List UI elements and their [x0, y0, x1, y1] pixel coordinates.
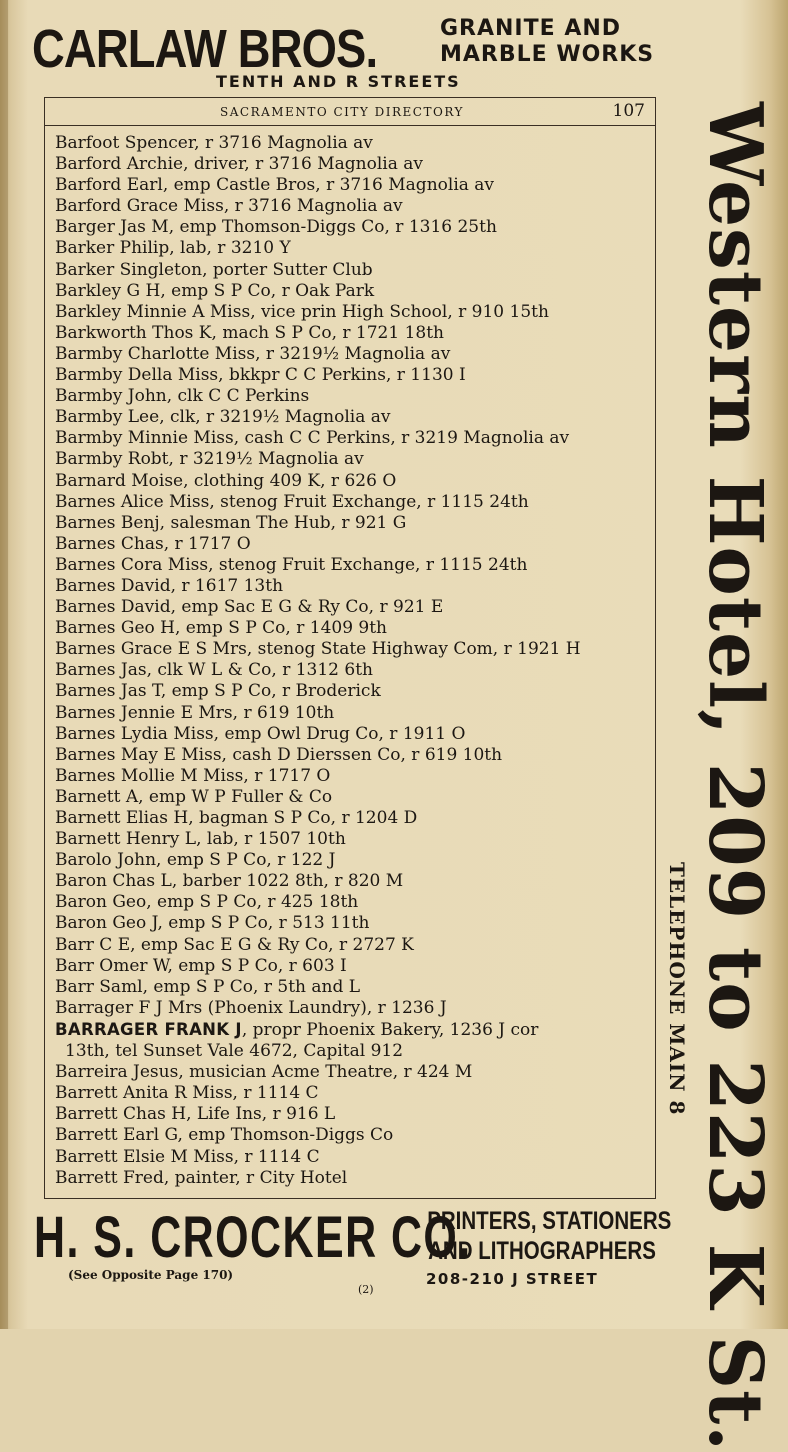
bottom-ad-tagline-line: AND LITHOGRAPHERS [428, 1237, 656, 1265]
directory-entry [55, 913, 651, 934]
entry-detail: , stenog State Highway Com, r 1921 H [246, 639, 581, 660]
entry-name: Barford Grace Miss [55, 196, 224, 217]
entry-name: Barreira Jesus [55, 1062, 179, 1083]
entry-name: Barrett Anita R Miss [55, 1083, 233, 1104]
directory-entry [55, 1041, 651, 1062]
entry-detail: , emp Thomson-Diggs Co [177, 1125, 394, 1146]
entry-name: Baron Geo J [55, 913, 158, 934]
entry-name: Barmby Lee [55, 407, 160, 428]
entry-detail: , r 619 10th [232, 702, 335, 723]
directory-entry [55, 998, 651, 1019]
directory-entry [55, 1168, 651, 1189]
entry-name: Barnett Henry L [55, 829, 197, 850]
entry-detail: , clk C C Perkins [166, 386, 310, 407]
entry-detail: , salesman The Hub, r 921 G [159, 512, 407, 533]
entry-name: Baron Geo [55, 892, 147, 913]
top-ad-tagline [440, 16, 680, 68]
entry-name: Barnes Jas T [55, 681, 161, 702]
right-advertisement [662, 100, 782, 1452]
directory-entry [55, 808, 651, 829]
directory-entry [55, 766, 651, 787]
entry-name: Barkworth Thos K [55, 322, 212, 343]
entry-detail: (Phoenix Laundry), r 1236 J [202, 997, 447, 1018]
entry-detail: , r 1114 C [232, 1083, 319, 1104]
entry-detail: , propr Phoenix Bakery, 1236 J cor [241, 1019, 539, 1040]
directory-entry [55, 344, 651, 365]
entry-name: Baron Chas L [55, 871, 172, 892]
directory-title: SACRAMENTO CITY DIRECTORY [220, 105, 464, 119]
directory-entry [55, 217, 651, 238]
directory-entry [55, 428, 651, 449]
directory-entry [55, 850, 651, 871]
entry-name: Barford Archie [55, 154, 184, 175]
directory-entry [55, 1062, 651, 1083]
entry-detail: , bagman S P Co, r 1204 D [188, 808, 418, 828]
entry-name: Barnes Lydia Miss [55, 723, 214, 744]
directory-entry [55, 492, 651, 513]
entry-detail: , r 3219½ Magnolia av [255, 343, 451, 364]
entry-detail: , r 1717 O [163, 533, 251, 554]
directory-box [44, 97, 656, 1199]
entry-detail: , driver, r 3716 Magnolia av [183, 154, 424, 175]
directory-entry [55, 449, 651, 470]
directory-entry [55, 724, 651, 745]
directory-entry [55, 660, 651, 681]
directory-entry [55, 597, 651, 618]
entry-detail: , r 1617 13th [170, 575, 284, 596]
directory-entry [55, 260, 651, 281]
entry-name: Barnes David [55, 575, 171, 596]
entry-name: Barmby John [55, 386, 167, 407]
page-number: 107 [612, 101, 645, 121]
entry-detail: , stenog Fruit Exchange, r 1115 24th [209, 491, 529, 512]
entry-detail: , emp S P Co, r 425 18th [146, 892, 359, 913]
directory-entry [55, 1019, 651, 1041]
entry-name: Barkley G H [55, 280, 161, 301]
entry-name: Barker Philip [55, 238, 170, 259]
entry-detail: , emp S P Co, r 603 I [167, 955, 347, 976]
entry-detail: , emp S P Co, r Oak Park [160, 280, 375, 301]
entry-detail: , r 1114 C [233, 1146, 320, 1167]
bottom-ad-see-note: (See Opposite Page 170) [68, 1268, 234, 1282]
directory-entry [55, 871, 651, 892]
entry-detail: , emp S P Co, r 1409 9th [175, 618, 388, 639]
directory-entry [55, 977, 651, 998]
directory-header [45, 98, 655, 126]
directory-entry [55, 154, 651, 175]
top-ad-tagline-line: MARBLE WORKS [440, 42, 655, 67]
entry-name: Barnes Benj [55, 512, 160, 533]
entry-detail: , emp Sac E G & Ry Co, r 921 E [170, 597, 444, 618]
directory-entry [55, 302, 651, 323]
entry-name: Barr C E [55, 934, 131, 955]
entry-name: Barrett Elsie M Miss [55, 1146, 234, 1167]
directory-entry [55, 703, 651, 724]
directory-entry [55, 576, 651, 597]
right-ad-main: Western Hotel, 209 to 223 K St. [692, 102, 778, 1452]
directory-entry [55, 133, 651, 154]
entry-name: Barnes Cora Miss [55, 554, 209, 575]
top-ad-tagline-line: GRANITE AND [440, 16, 622, 41]
signature-mark: (2) [358, 1283, 374, 1296]
entry-name: Barnett A [55, 786, 139, 807]
directory-entry [55, 534, 651, 555]
directory-entry [55, 639, 651, 660]
entry-name: Barmby Minnie Miss [55, 428, 234, 449]
bottom-ad-brand: H. S. CROCKER CO. [34, 1205, 472, 1270]
entry-detail: , cash C C Perkins, r 3219 Magnolia av [233, 428, 570, 449]
entry-name: Barnes Alice Miss [55, 491, 210, 512]
entry-detail: , r 3219½ Magnolia av [168, 449, 364, 470]
directory-entry [55, 956, 651, 977]
directory-entry [55, 513, 651, 534]
entry-detail: , mach S P Co, r 1721 18th [211, 322, 445, 343]
right-ad-phone: TELEPHONE MAIN 8 [665, 862, 689, 1116]
directory-entry [55, 1125, 651, 1146]
entry-detail: , r 3716 Magnolia av [194, 133, 373, 153]
entry-detail: , emp S P Co, r 122 J [156, 850, 336, 871]
entry-name: Barnes Jas [55, 660, 147, 681]
entry-detail: , emp Sac E G & Ry Co, r 2727 K [130, 934, 414, 955]
entry-detail: , bkkpr C C Perkins, r 1130 I [218, 365, 466, 386]
bottom-ad-tagline-line: PRINTERS, STATIONERS [427, 1207, 672, 1235]
entry-name: Barmby Della Miss [55, 365, 219, 386]
directory-entry [55, 829, 651, 850]
directory-entry [55, 323, 651, 344]
entry-detail: , stenog Fruit Exchange, r 1115 24th [208, 554, 528, 575]
entry-detail: , emp S P Co, r Broderick [160, 681, 381, 702]
entry-name: Barrett Earl G [55, 1125, 178, 1146]
entry-detail: , Life Ins, r 916 L [186, 1104, 336, 1125]
entry-detail: , r 3716 Magnolia av [223, 196, 403, 217]
entry-name: Barr Saml [55, 976, 143, 997]
directory-entry [55, 681, 651, 702]
directory-entry [55, 281, 651, 302]
entry-detail: , lab, r 1507 10th [196, 829, 346, 850]
entry-name: Barnett Elias H [55, 808, 189, 828]
entry-detail: , emp Owl Drug Co, r 1911 O [213, 723, 466, 744]
entry-detail: , lab, r 3210 Y [169, 238, 291, 259]
bottom-ad-address: 208-210 J STREET [426, 1270, 599, 1288]
entry-name: Barnes David [55, 597, 171, 618]
bottom-ad-tagline [402, 1206, 682, 1266]
directory-entry [55, 892, 651, 913]
entry-name: Barnes Mollie M Miss [55, 765, 244, 786]
entry-detail: , clk W L & Co, r 1312 6th [146, 660, 373, 681]
entry-detail: , barber 1022 8th, r 820 M [171, 871, 404, 892]
entry-detail: , emp Thomson-Diggs Co, r 1316 25th [168, 217, 497, 238]
entry-detail: , emp S P Co, r 5th and L [142, 976, 361, 997]
entry-detail: , cash D Dierssen Co, r 619 10th [221, 744, 503, 765]
directory-entries [55, 133, 651, 1189]
entry-name: Barnes Jennie E Mrs [55, 702, 233, 723]
top-ad-brand: CARLAW BROS. [32, 19, 378, 79]
top-ad-address: TENTH AND R STREETS [216, 72, 461, 91]
entry-detail: , clothing 409 K, r 626 O [183, 470, 397, 491]
entry-detail: , vice prin High School, r 910 15th [250, 301, 549, 322]
entry-name: BARRAGER FRANK J [55, 1019, 242, 1039]
directory-entry [55, 196, 651, 217]
entry-name: Barker Singleton [55, 259, 203, 280]
entry-detail: , r 1717 O [243, 765, 331, 786]
entry-name: Barmby Robt [55, 449, 169, 470]
directory-entry [55, 365, 651, 386]
binding-edge [0, 0, 8, 1329]
directory-entry [55, 471, 651, 492]
entry-detail: , porter Sutter Club [202, 259, 373, 280]
entry-detail: , painter, r City Hotel [163, 1167, 348, 1188]
directory-entry [55, 238, 651, 259]
entry-name: Barr Omer W [55, 955, 168, 976]
entry-detail: 13th, tel Sunset Vale 4672, Capital 912 [65, 1041, 404, 1062]
entry-name: Barnes Geo H [55, 618, 175, 639]
entry-name: Barnes Grace E S Mrs [55, 639, 247, 660]
directory-entry [55, 175, 651, 196]
entry-name: Barnes Chas [55, 533, 164, 554]
entry-name: Barkley Minnie A Miss [55, 301, 251, 322]
directory-entry [55, 787, 651, 808]
entry-detail: , clk, r 3219½ Magnolia av [159, 407, 391, 428]
directory-entry [55, 386, 651, 407]
entry-detail: , emp W P Fuller & Co [138, 786, 333, 807]
directory-entry [55, 618, 651, 639]
directory-entry [55, 1104, 651, 1125]
directory-entry [55, 407, 651, 428]
entry-detail: , musician Acme Theatre, r 424 M [178, 1062, 473, 1083]
entry-name: Barrett Fred [55, 1167, 164, 1188]
entry-name: Barnes May E Miss [55, 744, 222, 765]
directory-entry [55, 745, 651, 766]
directory-entry [55, 1147, 651, 1168]
entry-detail: , emp Castle Bros, r 3716 Magnolia av [162, 175, 495, 196]
entry-name: Barger Jas M [55, 217, 169, 238]
entry-name: Barrager F J Mrs [55, 997, 203, 1018]
entry-name: Barfoot Spencer [55, 133, 195, 153]
entry-name: Barnard Moise [55, 470, 184, 491]
directory-entry [55, 1083, 651, 1104]
entry-name: Barrett Chas H [55, 1104, 187, 1125]
entry-name: Barolo John [55, 850, 157, 871]
bottom-advertisement [30, 1200, 730, 1320]
entry-name: Barmby Charlotte Miss [55, 343, 256, 364]
entry-name: Barford Earl [55, 175, 163, 196]
top-advertisement [28, 6, 688, 96]
directory-entry [55, 935, 651, 956]
directory-entry [55, 555, 651, 576]
entry-detail: , emp S P Co, r 513 11th [157, 913, 370, 934]
